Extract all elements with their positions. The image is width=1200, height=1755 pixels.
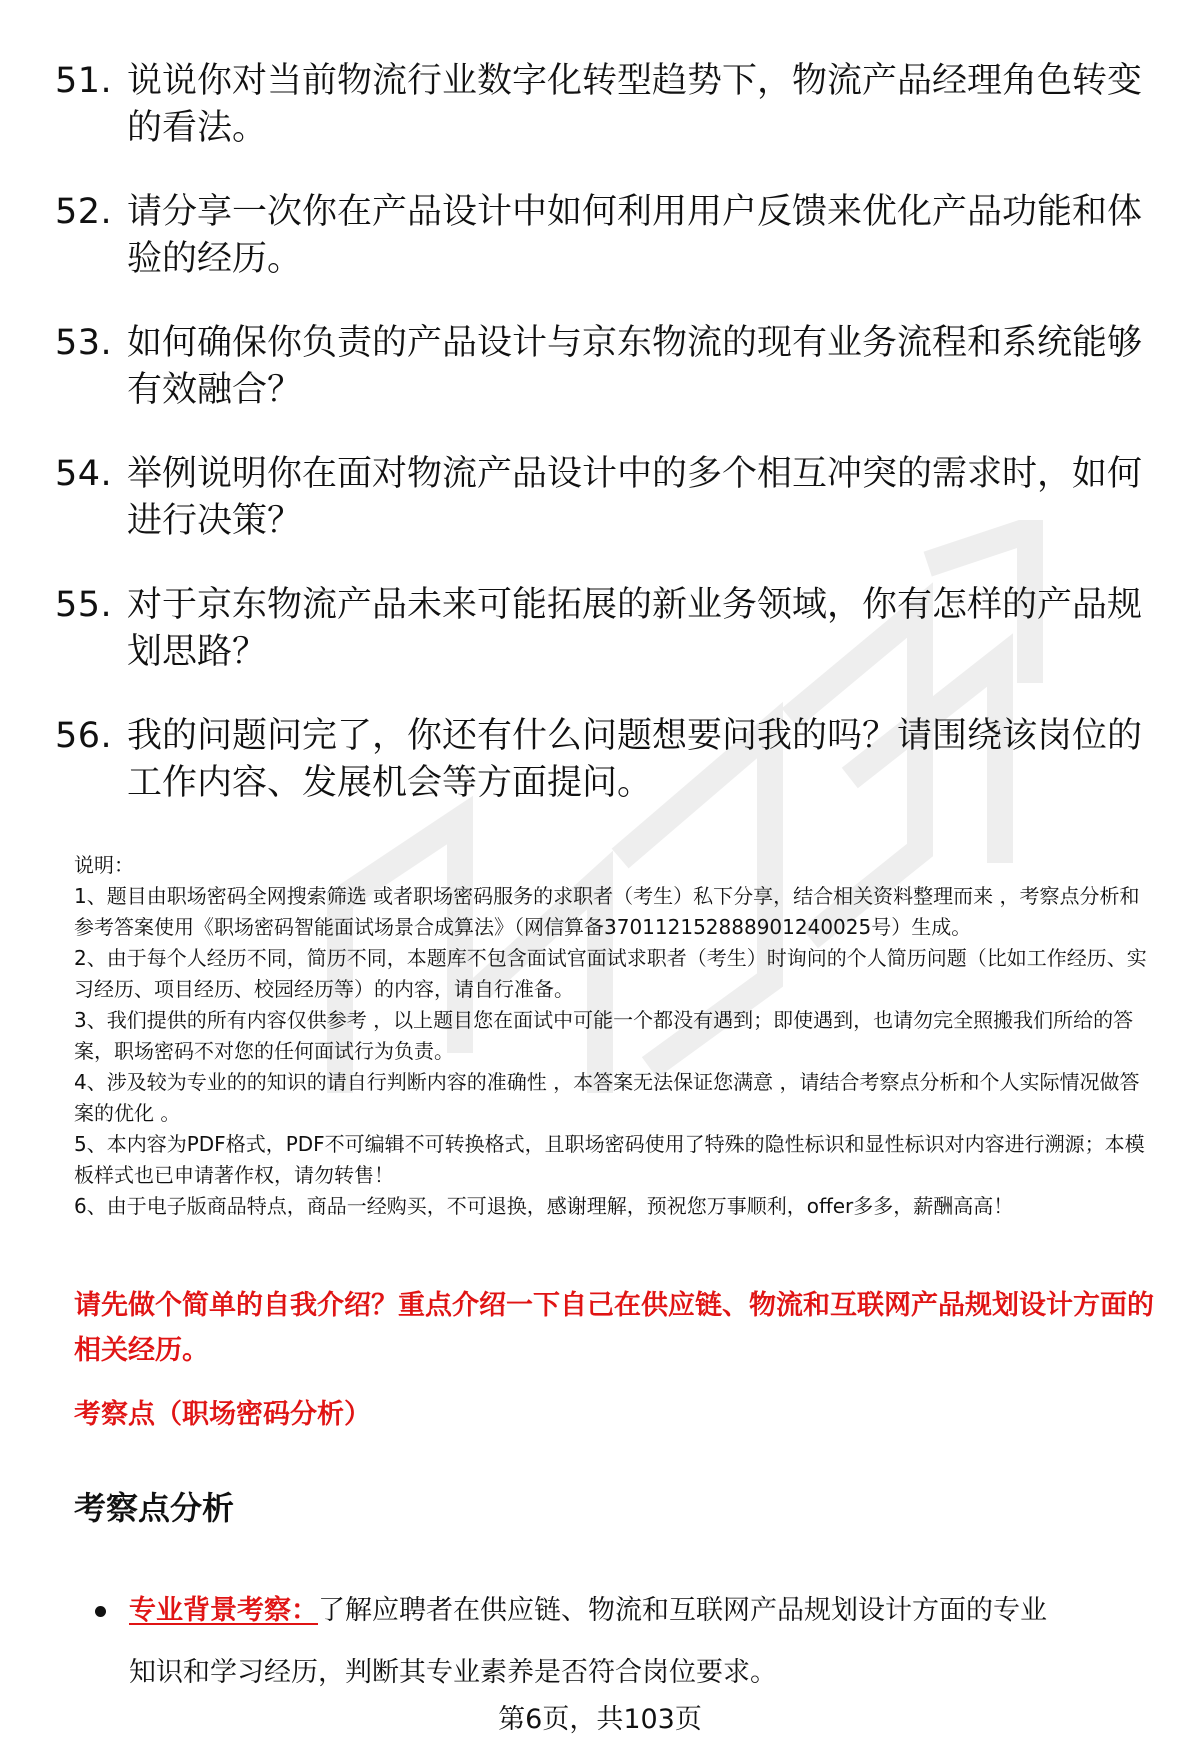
question-number: 53. (55, 323, 113, 363)
page-number: 第6页，共103页 (498, 1704, 702, 1735)
featured-question: 请先做个简单的自我介绍？重点介绍一下自己在供应链、物流和互联网产品规划设计方面的相关经历。 (74, 1290, 1154, 1366)
bullet-list (95, 1580, 1155, 1704)
bullet-line-1: 了解应聘者在供应链、物流和互联网产品规划设计方面的专业 (318, 1595, 1047, 1626)
bullet-label: 专业背景考察： (129, 1595, 318, 1626)
bullet-item (95, 1580, 1155, 1642)
note-item: 3、我们提供的所有内容仅供参考 ，以上题目您在面试中可能一个都没有遇到；即使遇到，也请勿完全照搬我们所给的答案，职场密码不对您的任何面试行为负责。 (74, 1008, 1134, 1063)
note-item: 4、涉及较为专业的的知识的请自行判断内容的准确性 ，本答案无法保证您满意 ，请结合考察点分析和个人实际情况做答案的优化 。 (74, 1070, 1140, 1125)
question-text: 请分享一次你在产品设计中如何利用用户反馈来优化产品功能和体验的经历。 (127, 192, 1143, 279)
notes-title: 说明： (74, 853, 134, 877)
question-text: 说说你对当前物流行业数字化转型趋势下，物流产品经理角色转变的看法。 (127, 61, 1143, 148)
question-item (55, 320, 1145, 414)
question-number: 52. (55, 192, 113, 232)
question-item (55, 58, 1145, 152)
question-item (55, 451, 1145, 545)
question-text: 对于京东物流产品未来可能拓展的新业务领域，你有怎样的产品规划思路？ (127, 585, 1143, 672)
note-item: 1、题目由职场密码全网搜索筛选 或者职场密码服务的求职者（考生）私下分享，结合相关资料整理而来 ，考察点分析和参考答案使用《职场密码智能面试场景合成算法》（网信算备370112152888901240025号）生成。 (74, 884, 1140, 939)
question-item (55, 582, 1145, 676)
question-item (55, 189, 1145, 283)
question-text: 举例说明你在面对物流产品设计中的多个相互冲突的需求时，如何进行决策？ (127, 454, 1143, 541)
bullet-text (129, 1580, 1047, 1642)
note-item: 5、本内容为PDF格式，PDF不可编辑不可转换格式，且职场密码使用了特殊的隐性标识和显性标识对内容进行溯源；本模板样式也已申请著作权，请勿转售！ (74, 1132, 1145, 1187)
question-text: 如何确保你负责的产品设计与京东物流的现有业务流程和系统能够有效融合？ (127, 323, 1143, 410)
question-number: 54. (55, 454, 113, 494)
question-number: 55. (55, 585, 113, 625)
bullet-dot-icon (95, 1606, 106, 1617)
note-item: 6、由于电子版商品特点，商品一经购买，不可退换，感谢理解，预祝您万事顺利，offer多多，薪酬高高！ (74, 1194, 1014, 1218)
section-heading: 考察点分析 (74, 1489, 235, 1527)
question-item (55, 713, 1145, 807)
question-list (55, 58, 1145, 844)
question-number: 51. (55, 61, 113, 101)
note-item: 2、由于每个人经历不同，简历不同，本题库不包含面试官面试求职者（考生）时询问的个人简历问题（比如工作经历、实习经历、项目经历、校园经历等）的内容，请自行准备。 (74, 946, 1147, 1001)
bullet-line-2: 知识和学习经历，判断其专业素养是否符合岗位要求。 (129, 1657, 777, 1688)
notes-block (74, 850, 1154, 1222)
analysis-subheading: 考察点（职场密码分析） (74, 1399, 371, 1430)
question-text: 我的问题问完了，你还有什么问题想要问我的吗？请围绕该岗位的工作内容、发展机会等方面提问。 (127, 716, 1143, 803)
question-number: 56. (55, 716, 113, 756)
